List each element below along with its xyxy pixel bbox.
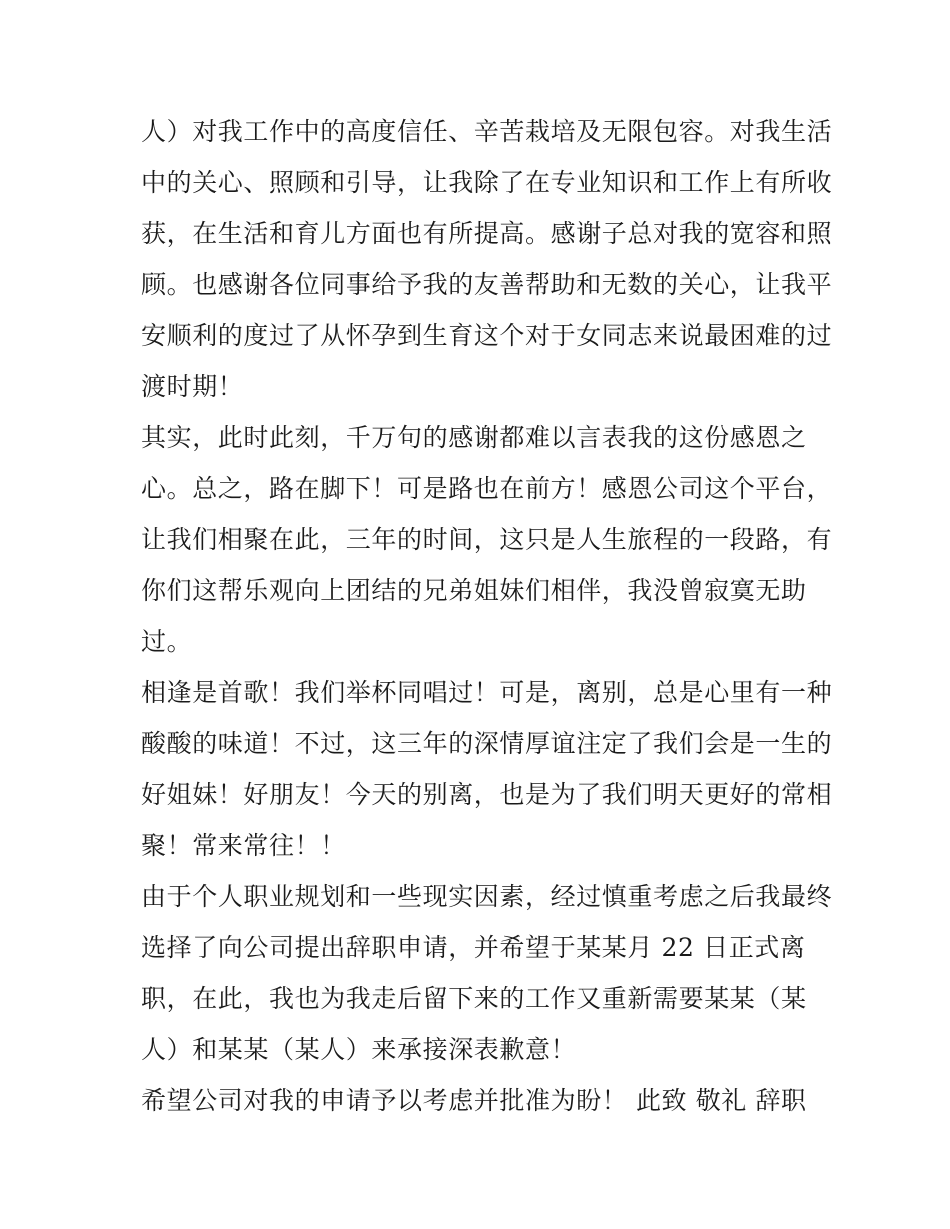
text-line: 酸酸的味道！不过，这三年的深情厚谊注定了我们会是一生的	[141, 729, 833, 758]
text-line: 聚！常来常往！！	[141, 831, 346, 860]
text-line: 希望公司对我的申请予以考虑并批准为盼！ 此致 敬礼 辞职	[141, 1086, 807, 1115]
text-line: 由于个人职业规划和一些现实因素，经过慎重考虑之后我最终	[141, 882, 833, 911]
text-line: 你们这帮乐观向上团结的兄弟姐妹们相伴，我没曾寂寞无助	[141, 576, 807, 605]
text-line: 获，在生活和育儿方面也有所提高。感谢子总对我的宽容和照	[141, 219, 833, 248]
text-line: 过。	[141, 627, 193, 656]
paragraph-resignation-request	[141, 871, 833, 1075]
text-line: 让我们相聚在此，三年的时间，这只是人生旅程的一段路，有	[141, 525, 833, 554]
text-line: 人）和某某（某人）来承接深表歉意！	[141, 1035, 577, 1064]
text-line: 心。总之，路在脚下！可是路也在前方！感恩公司这个平台，	[141, 474, 833, 503]
text-line: 好姐妹！好朋友！今天的别离，也是为了我们明天更好的常相	[141, 780, 833, 809]
paragraph-farewell	[141, 667, 833, 871]
paragraph-gratitude-colleagues	[141, 106, 833, 412]
paragraph-closing	[141, 1075, 821, 1126]
text-line: 人）对我工作中的高度信任、辛苦栽培及无限包容。对我生活	[141, 117, 833, 146]
text-line: 职，在此，我也为我走后留下来的工作又重新需要某某（某	[141, 984, 807, 1013]
text-line: 渡时期！	[141, 372, 244, 401]
text-line: 选择了向公司提出辞职申请，并希望于某某月 22 日正式离	[141, 933, 806, 962]
text-line: 中的关心、照顾和引导，让我除了在专业知识和工作上有所收	[141, 168, 833, 197]
text-line: 顾。也感谢各位同事给予我的友善帮助和无数的关心，让我平	[141, 270, 833, 299]
paragraph-thanks-company	[141, 412, 833, 667]
text-line: 相逢是首歌！我们举杯同唱过！可是，离别，总是心里有一种	[141, 678, 833, 707]
letter-body	[141, 106, 833, 1126]
text-line: 安顺利的度过了从怀孕到生育这个对于女同志来说最困难的过	[141, 321, 833, 350]
text-line: 其实，此时此刻，千万句的感谢都难以言表我的这份感恩之	[141, 423, 807, 452]
